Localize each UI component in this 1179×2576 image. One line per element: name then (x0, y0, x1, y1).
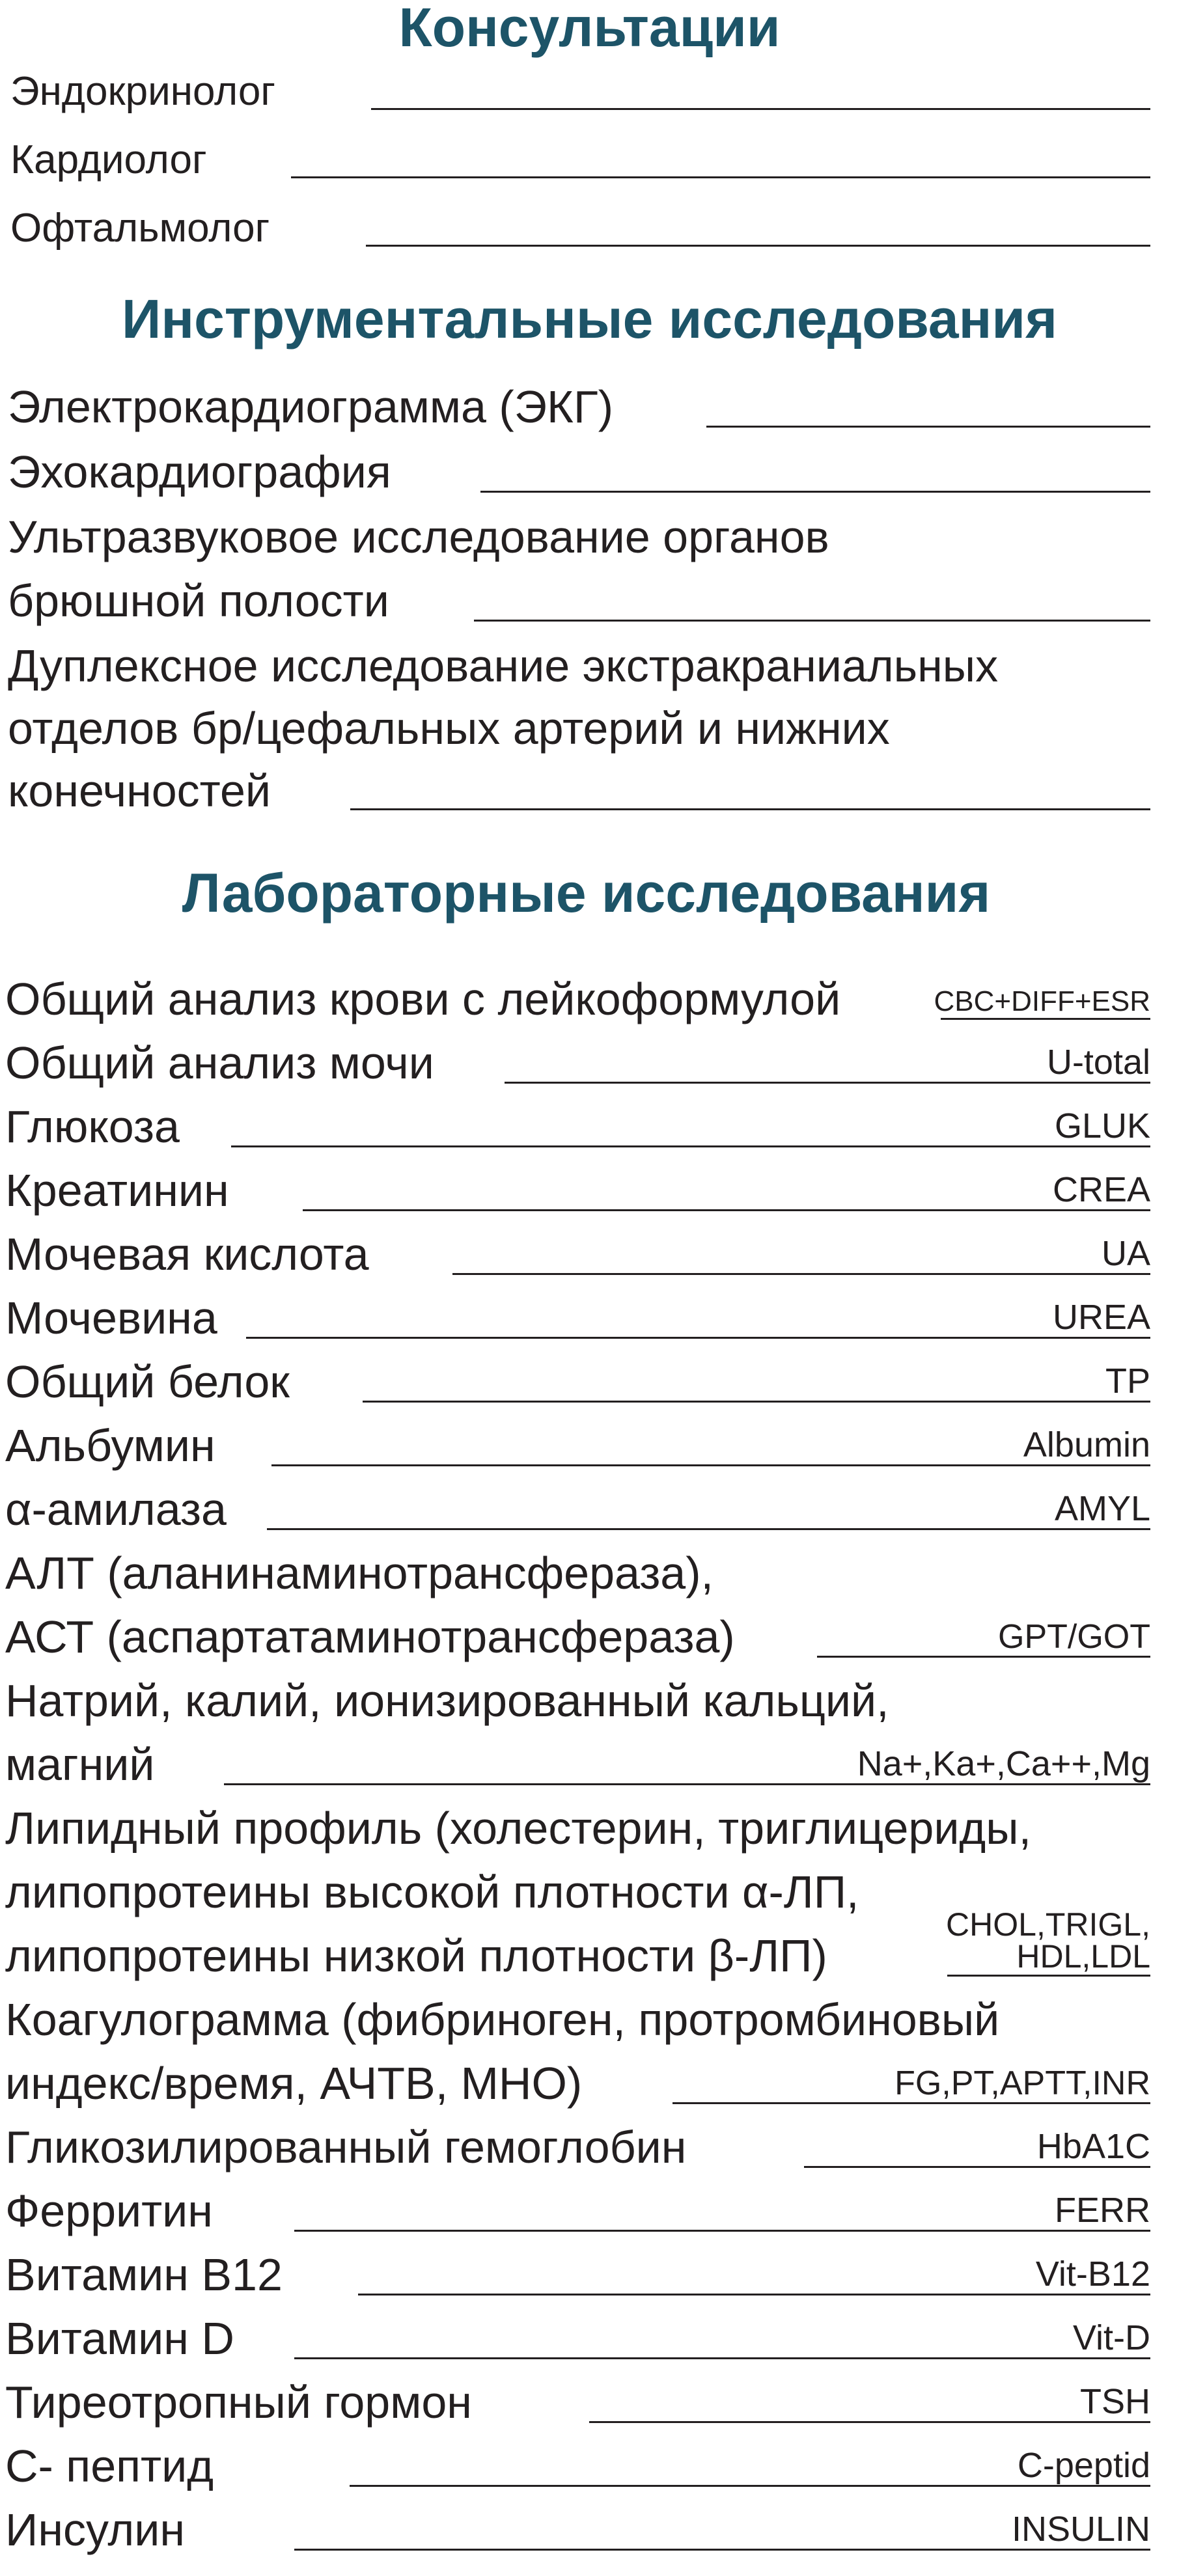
lab-test-amylase (0, 1484, 1179, 1550)
lab-test-code: CREA (1052, 1170, 1150, 1210)
lab-test-urea (0, 1295, 1179, 1359)
lab-test-label: α-амилаза (5, 1484, 227, 1535)
lab-test-code: UREA (1052, 1298, 1150, 1337)
lab-test-alt-ast (0, 1550, 1179, 1678)
lab-test-label: Витамин В12 (5, 2249, 283, 2300)
fill-in-line[interactable] (294, 2549, 1150, 2551)
fill-in-line[interactable] (673, 2102, 1150, 2104)
lab-test-label: Инсулин (5, 2504, 186, 2555)
lab-test-creatinine (0, 1165, 1179, 1231)
study-label: конечностей (8, 765, 271, 816)
fill-in-line[interactable] (294, 2230, 1150, 2232)
lab-test-code: Na+,Ka+,Ca++,Mg (857, 1744, 1150, 1784)
fill-in-line[interactable] (267, 1528, 1150, 1530)
lab-test-code: Vit-B12 (1035, 2254, 1150, 2294)
fill-in-line[interactable] (941, 1018, 1150, 1020)
lab-test-label: Общий анализ мочи (5, 1037, 434, 1088)
fill-in-line[interactable] (363, 1401, 1150, 1403)
fill-in-line[interactable] (231, 1145, 1150, 1147)
consultation-label: Кардиолог (10, 137, 207, 182)
study-label: Эхокардиография (8, 446, 391, 497)
lab-test-label: Гликозилированный гемоглобин (5, 2122, 687, 2172)
fill-in-line[interactable] (589, 2421, 1150, 2423)
fill-in-line[interactable] (246, 1337, 1150, 1339)
lab-test-label: Натрий, калий, ионизированный кальций, (5, 1675, 889, 1726)
lab-test-label: Тиреотропный гормон (5, 2377, 472, 2428)
lab-test-label: Мочевая кислота (5, 1229, 369, 1280)
study-label: отделов бр/цефальных артерий и нижних (8, 703, 890, 754)
consultation-endocrinologist (0, 69, 1179, 130)
lab-test-total-protein (0, 1356, 1179, 1423)
lab-test-code: FERR (1055, 2191, 1150, 2230)
fill-in-line[interactable] (358, 2294, 1150, 2295)
section-title-consultations: Консультации (398, 0, 781, 58)
lab-test-uric-acid (0, 1231, 1179, 1295)
consultation-cardiologist (0, 137, 1179, 199)
lab-test-label: АСТ (аспартатаминотрансфераза) (5, 1611, 735, 1662)
lab-test-code: HDL,LDL (1016, 1938, 1150, 1975)
lab-test-label: Коагулограмма (фибриноген, протромбиновый (5, 1994, 1000, 2045)
lab-test-vitamin-b12 (0, 2249, 1179, 2316)
lab-test-vitamin-d (0, 2313, 1179, 2379)
fill-in-line[interactable] (303, 1209, 1150, 1211)
instrumental-abdominal-ultrasound (0, 514, 1179, 638)
fill-in-line[interactable] (817, 1656, 1150, 1658)
lab-test-glucose (0, 1101, 1179, 1168)
fill-in-line[interactable] (291, 176, 1150, 178)
lab-test-code: Albumin (1023, 1425, 1150, 1465)
lab-test-electrolytes (0, 1675, 1179, 1805)
lab-test-label: липопротеины низкой плотности β-ЛП) (5, 1930, 827, 1981)
lab-test-label: индекс/время, АЧТВ, МНО) (5, 2058, 583, 2109)
instrumental-ecg (0, 381, 1179, 443)
lab-test-label: магний (5, 1739, 155, 1790)
lab-test-label: Альбумин (5, 1420, 215, 1471)
lab-test-label: Глюкоза (5, 1101, 180, 1152)
fill-in-line[interactable] (706, 426, 1150, 428)
fill-in-line[interactable] (366, 245, 1150, 247)
lab-test-albumin (0, 1420, 1179, 1487)
lab-test-ferritin (0, 2185, 1179, 2252)
fill-in-line[interactable] (480, 491, 1150, 493)
lab-test-code: C-peptid (1017, 2446, 1150, 2486)
lab-test-code: TP (1105, 1362, 1150, 1401)
lab-test-coagulogram (0, 1994, 1179, 2124)
lab-test-code: GLUK (1054, 1106, 1150, 1146)
fill-in-line[interactable] (371, 108, 1150, 110)
lab-test-label: Витамин D (5, 2313, 234, 2364)
lab-test-code: GPT/GOT (998, 1618, 1150, 1656)
study-label: Дуплексное исследование экстракраниальных (8, 640, 999, 691)
lab-test-code: UA (1101, 1234, 1150, 1274)
lab-test-cbc (0, 976, 1179, 1040)
lab-test-code: AMYL (1054, 1489, 1150, 1529)
lab-test-label: Общий анализ крови с лейкоформулой (5, 974, 841, 1024)
section-title-laboratory: Лабораторные исследования (182, 862, 991, 924)
lab-test-urinalysis (0, 1037, 1179, 1104)
lab-test-c-peptide (0, 2443, 1179, 2507)
fill-in-line[interactable] (452, 1273, 1150, 1275)
fill-in-line[interactable] (474, 620, 1150, 622)
lab-test-code: CHOL,TRIGL, (946, 1906, 1150, 1943)
consultation-label: Офтальмолог (10, 206, 270, 251)
study-label: Ультразвуковое исследование органов (8, 512, 829, 562)
study-label: брюшной полости (8, 575, 389, 626)
fill-in-line[interactable] (294, 2357, 1150, 2359)
fill-in-line[interactable] (804, 2166, 1150, 2168)
lab-test-code: CBC+DIFF+ESR (934, 985, 1150, 1017)
lab-test-insulin (0, 2504, 1179, 2571)
lab-test-label: Липидный профиль (холестерин, триглицериды, (5, 1803, 1032, 1854)
fill-in-line[interactable] (350, 2485, 1150, 2487)
fill-in-line[interactable] (224, 1783, 1150, 1785)
fill-in-line[interactable] (947, 1975, 1150, 1977)
lab-test-label: липопротеины высокой плотности α-ЛП, (5, 1867, 859, 1917)
lab-test-lipid-profile (0, 1805, 1179, 1997)
lab-test-label: Общий белок (5, 1356, 290, 1407)
lab-test-label: Креатинин (5, 1165, 229, 1216)
section-title-instrumental: Инструментальные исследования (121, 288, 1058, 349)
lab-test-tsh (0, 2379, 1179, 2443)
lab-test-code: Vit-D (1072, 2318, 1150, 2358)
lab-test-code: U-total (1046, 1043, 1150, 1082)
lab-test-code: TSH (1080, 2382, 1150, 2422)
lab-test-label: С- пептид (5, 2441, 214, 2491)
lab-test-label: АЛТ (аланинаминотрансфераза), (5, 1548, 714, 1598)
lab-test-label: Мочевина (5, 1293, 217, 1343)
lab-test-code: INSULIN (1011, 2510, 1150, 2549)
fill-in-line[interactable] (350, 808, 1150, 810)
instrumental-echo (0, 446, 1179, 508)
instrumental-duplex-scan (0, 640, 1179, 825)
lab-test-label: Ферритин (5, 2185, 213, 2236)
lab-test-code: HbA1C (1036, 2127, 1150, 2167)
fill-in-line[interactable] (505, 1082, 1150, 1084)
consultation-label: Эндокринолог (10, 69, 276, 114)
fill-in-line[interactable] (271, 1464, 1150, 1466)
consultation-ophthalmologist (0, 208, 1179, 267)
lab-test-code: FG,PT,APTT,INR (895, 2064, 1150, 2103)
lab-test-hba1c (0, 2124, 1179, 2188)
study-label: Электрокардиограмма (ЭКГ) (8, 381, 614, 432)
